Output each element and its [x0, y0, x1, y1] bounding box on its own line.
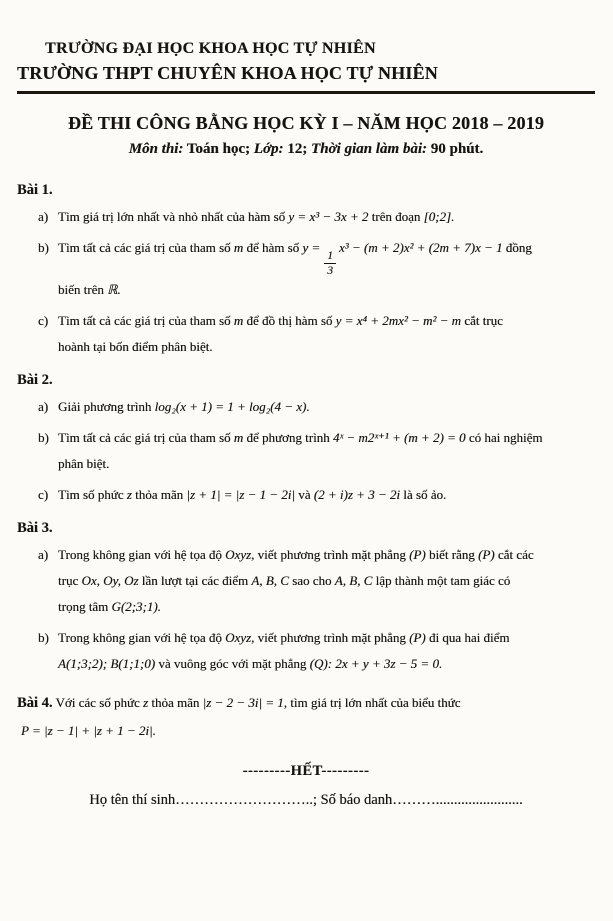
fraction — [324, 250, 336, 277]
problem-4-label: Bài 4. — [17, 694, 53, 711]
header-divider — [17, 91, 595, 94]
text-run: trọng tâm — [58, 598, 112, 614]
text-run: đi qua hai điểm — [425, 629, 510, 645]
item-marker: a) — [38, 546, 49, 562]
text-line — [21, 717, 595, 745]
text-run: Tìm số phức — [58, 486, 127, 502]
text-run: biến trên — [58, 281, 108, 297]
candidate-fields: Họ tên thí sinh………………………..; Số báo danh………........................ — [89, 791, 523, 808]
grade-value: 12; — [283, 140, 311, 157]
item-content — [58, 235, 595, 303]
problem-1-item-a — [17, 204, 595, 230]
text-line — [58, 573, 510, 588]
grade-label: Lớp: — [253, 140, 284, 157]
text-run: thỏa mãn — [131, 486, 187, 502]
text-run: biết rằng — [425, 546, 479, 562]
text-run: và — [295, 486, 314, 502]
text-run: viết phương trình mặt phẳng — [254, 546, 410, 562]
text-run: cắt trục — [461, 312, 503, 328]
problem-1 — [17, 182, 595, 360]
math-run: z — [126, 486, 132, 502]
item-content — [58, 482, 595, 508]
text-run: để phương trình — [243, 429, 333, 445]
fraction-denominator: 3 — [327, 264, 333, 277]
text-run: tìm giá trị lớn nhất của biểu thức — [287, 694, 461, 710]
text-run: để hàm số — [243, 239, 303, 255]
text-line — [58, 209, 454, 224]
text-run: Tìm tất cả các giá trị của tham số — [58, 429, 234, 445]
math-run: ℝ. — [107, 281, 121, 297]
text-run: sao cho — [288, 572, 335, 588]
item-marker: a) — [38, 398, 49, 414]
text-run: trục — [58, 572, 82, 588]
math-run: Oxyz, — [225, 629, 255, 645]
item-content — [58, 625, 595, 677]
math-run: A(1;3;2); B(1;1;0) — [58, 655, 156, 671]
header — [17, 40, 595, 158]
math-run: A, B, C — [251, 572, 289, 588]
text-line — [58, 630, 509, 645]
text-run: Tìm giá trị lớn nhất và nhỏ nhất của hàm số — [58, 208, 289, 224]
math-run: Ox, Oy, Oz — [81, 572, 139, 588]
math-run: z — [143, 694, 149, 710]
text-line: hoành tại bốn điểm phân biệt. — [58, 338, 213, 354]
text-run: viết phương trình mặt phẳng — [254, 629, 410, 645]
math-run: (P) — [409, 629, 426, 645]
problem-1-item-c — [17, 308, 595, 360]
text-run: Giải phương trình — [58, 398, 155, 414]
text-run: lập thành một tam giác có — [372, 572, 511, 588]
problem-2-item-c — [17, 482, 595, 508]
text-run: cắt các — [494, 546, 534, 562]
problem-1-item-b — [17, 235, 595, 303]
text-run: Tìm tất cả các giá trị của tham số — [58, 239, 234, 255]
math-run: Oxyz, — [225, 546, 255, 562]
math-run: 4ˣ − m2ˣ⁺¹ + (m + 2) = 0 — [332, 429, 466, 445]
math-run: (P) — [478, 546, 495, 562]
math-run: |z − 2 − 3i| = 1, — [202, 694, 287, 710]
exam-title: ĐỀ THI CÔNG BẰNG HỌC KỲ I – NĂM HỌC 2018 – 2019 — [67, 112, 545, 133]
item-marker: b) — [38, 629, 49, 645]
subject-label: Môn thi: — [128, 140, 184, 157]
problem-3-label: Bài 3. — [17, 519, 53, 536]
exam-info-line — [17, 141, 595, 158]
problem-1-label: Bài 1. — [17, 181, 53, 198]
text-run: và vuông góc với mặt phẳng — [155, 655, 310, 671]
math-run: m — [233, 312, 244, 328]
text-run: Tìm tất cả các giá trị của tham số — [58, 312, 234, 328]
text-run: thỏa mãn — [148, 694, 203, 710]
math-run: y = x³ − 3x + 2 — [288, 208, 369, 224]
math-run: (2 + i)z + 3 − 2i — [313, 486, 401, 502]
item-content — [58, 542, 595, 620]
text-run: Trong không gian với hệ tọa độ — [58, 546, 226, 562]
text-run: lần lượt tại các điểm — [138, 572, 252, 588]
math-run: (P) — [409, 546, 426, 562]
math-run: x³ − (m + 2)x² + (2m + 7)x − 1 — [338, 239, 503, 255]
item-marker: c) — [38, 486, 49, 502]
school-name-line1: TRƯỜNG ĐẠI HỌC KHOA HỌC TỰ NHIÊN — [45, 40, 376, 57]
item-content — [58, 425, 595, 477]
problem-3-item-b — [17, 625, 595, 677]
problem-2 — [17, 372, 595, 508]
math-run: log₂(x + 1) = 1 + log₂(4 − x). — [154, 398, 310, 414]
subject-value: Toán học; — [183, 140, 254, 157]
math-run: y = x⁴ + 2mx² − m² − m — [335, 312, 462, 328]
fraction-numerator: 1 — [324, 250, 336, 264]
text-line — [58, 487, 446, 502]
text-line: phân biệt. — [58, 455, 110, 471]
exam-body — [17, 182, 595, 809]
text-line — [58, 599, 161, 614]
text-run: có hai nghiệm — [465, 429, 543, 445]
math-run: G(2;3;1). — [111, 598, 161, 614]
text-line — [58, 656, 442, 671]
math-run: y = — [302, 239, 321, 255]
item-marker: a) — [38, 208, 49, 224]
math-run: P = |z − 1| + |z + 1 − 2i|. — [21, 722, 156, 738]
time-label: Thời gian làm bài: — [311, 140, 427, 157]
text-run: Với các số phức — [52, 694, 144, 710]
text-line — [58, 430, 542, 445]
text-run: trên đoạn — [368, 208, 424, 224]
problem-4 — [17, 689, 595, 745]
math-run: |z + 1| = |z − 1 − 2i| — [186, 486, 295, 502]
item-marker: b) — [38, 239, 49, 255]
text-run: Trong không gian với hệ tọa độ — [58, 629, 226, 645]
text-line — [58, 313, 503, 328]
math-run: [0;2]. — [423, 208, 455, 224]
item-content — [58, 204, 595, 230]
item-content — [58, 394, 595, 420]
math-run: m — [233, 429, 244, 445]
end-divider: ---------HẾT--------- — [242, 762, 370, 779]
text-line — [58, 547, 534, 562]
item-marker: c) — [38, 312, 49, 328]
time-value: 90 phút. — [426, 140, 484, 157]
text-run: để đồ thị hàm số — [243, 312, 336, 328]
problem-2-item-a — [17, 394, 595, 420]
math-run: (Q): 2x + y + 3z − 5 = 0. — [309, 655, 443, 671]
item-marker: b) — [38, 429, 49, 445]
item-content — [58, 308, 595, 360]
problem-2-item-b — [17, 425, 595, 477]
text-run: là số ảo. — [400, 486, 447, 502]
math-run: A, B, C — [334, 572, 373, 588]
problem-2-label: Bài 2. — [17, 371, 53, 388]
text-line — [58, 399, 310, 414]
text-line — [17, 689, 595, 717]
text-line — [58, 282, 121, 297]
text-line — [58, 239, 532, 277]
math-run: m — [233, 239, 244, 255]
text-run: đồng — [502, 239, 532, 255]
problem-3 — [17, 520, 595, 677]
problem-3-item-a — [17, 542, 595, 620]
school-name-line2: TRƯỜNG THPT CHUYÊN KHOA HỌC TỰ NHIÊN — [17, 63, 438, 83]
